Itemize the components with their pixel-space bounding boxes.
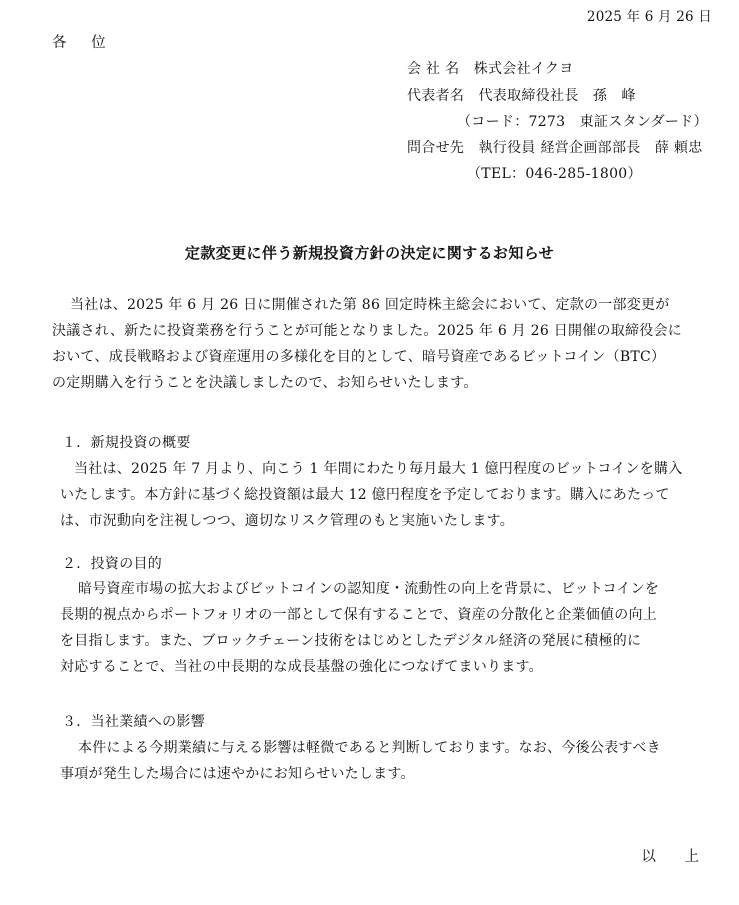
intro-paragraph [52, 292, 682, 396]
section-line: 対応することで、当社の中長期的な成長基盤の強化につなげてまいります。 [60, 659, 543, 675]
recipient-line: 各 位 [52, 35, 116, 51]
section-line: 暗号資産市場の拡大およびビットコインの認知度・流動性の向上を背景に、ビットコインを [78, 581, 660, 597]
section-purpose-body [60, 576, 659, 680]
section-line: いたします。本方針に基づく総投資額は最大 12 億円程度を予定しております。購入にあたって [60, 487, 670, 503]
section-line: 事項が発生した場合には速やかにお知らせいたします。 [60, 766, 415, 782]
section-impact-body [60, 735, 661, 787]
representative-name: 代表者名 代表取締役社長 孫 峰 [407, 88, 636, 104]
document-date: 2025 年 6 月 26 日 [586, 9, 712, 25]
contact-tel: （TEL：046-285-1800） [467, 166, 642, 182]
section-line: は、市況動向を注視しつつ、適切なリスク管理のもと実施いたします。 [60, 513, 515, 529]
closing-mark: 以 上 [641, 849, 711, 865]
intro-line: 当社は、2025 年 6 月 26 日に開催された第 86 回定時株主総会において、定款の一部変更が [70, 297, 670, 313]
stock-code: （コード：7273 東証スタンダード） [457, 114, 708, 130]
intro-line: の定期購入を行うことを決議しましたので、お知らせいたします。 [52, 375, 478, 391]
section-heading-impact: ３．当社業績への影響 [62, 714, 205, 730]
section-line: 当社は、2025 年 7 月より、向こう 1 年間にわたり毎月最大 1 億円程度のビットコインを購入 [74, 461, 683, 477]
section-line: 長期的視点からポートフォリオの一部として保有することで、資産の分散化と企業価値の向上 [60, 607, 657, 623]
section-overview-body [60, 456, 682, 534]
intro-line: 決議され、新たに投資業務を行うことが可能となりました。2025 年 6 月 26 日開催の取締役会に [52, 323, 682, 339]
intro-line: おいて、成長戦略および資産運用の多様化を目的として、暗号資産であるビットコイン（BTC） [52, 349, 666, 365]
company-name: 会 社 名 株式会社イクヨ [407, 61, 574, 77]
section-heading-purpose: ２．投資の目的 [62, 556, 163, 572]
section-line: を目指します。また、ブロックチェーン技術をはじめとしたデジタル経済の発展に積極的に [60, 633, 642, 649]
document-title: 定款変更に伴う新規投資方針の決定に関するお知らせ [184, 244, 555, 262]
section-heading-overview: １．新規投資の概要 [62, 435, 191, 451]
contact-person: 問合せ先 執行役員 経営企画部部長 薛 頼忠 [407, 140, 703, 156]
section-line: 本件による今期業績に与える影響は軽微であると判断しております。なお、今後公表すべき [78, 740, 661, 756]
